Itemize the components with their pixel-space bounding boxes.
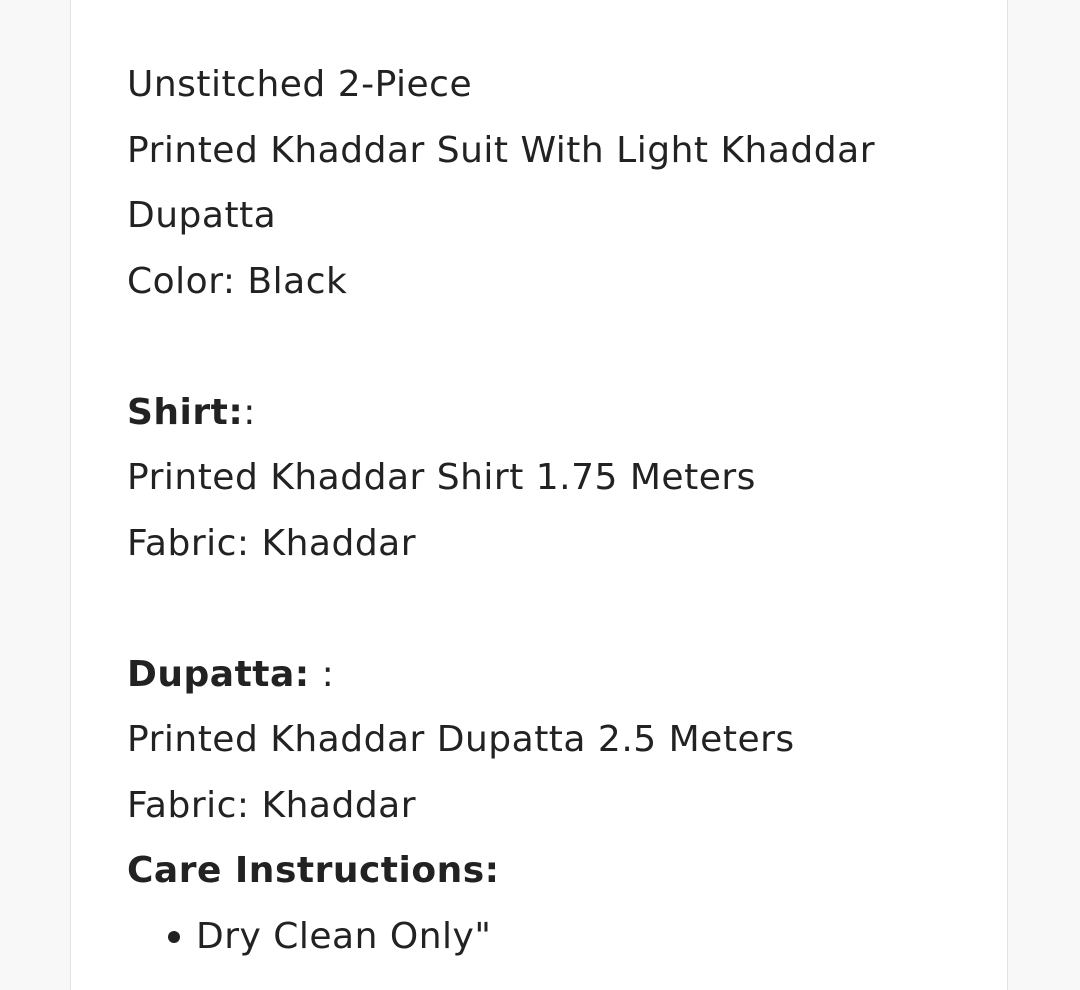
care-item-text: Dry Clean Only" [196,915,492,957]
product-title-line-2: Dupatta [127,195,277,236]
dupatta-heading-row [127,642,947,708]
product-title-line-1: Printed Khaddar Suit With Light Khaddar [127,129,875,171]
shirt-heading-row [127,380,947,446]
dupatta-heading-suffix: : [309,653,335,695]
care-list-item [127,904,947,970]
care-heading: Care Instructions: [127,850,500,891]
product-description [127,52,947,969]
dupatta-description: Printed Khaddar Dupatta 2.5 Meters [127,719,795,760]
dupatta-fabric: Fabric: Khaddar [127,784,417,826]
shirt-description: Printed Khaddar Shirt 1.75 Meters [127,457,756,498]
product-type: Unstitched 2-Piece [127,64,473,105]
spacer [127,314,947,380]
product-color: Color: Black [127,260,348,302]
care-list [127,904,947,970]
shirt-heading-suffix: : [243,391,256,433]
dupatta-heading: Dupatta: [127,653,310,695]
bullet-icon [168,931,180,943]
product-description-card [70,0,1008,990]
shirt-fabric: Fabric: Khaddar [127,522,417,564]
spacer [127,576,947,642]
shirt-heading: Shirt: [127,391,244,433]
